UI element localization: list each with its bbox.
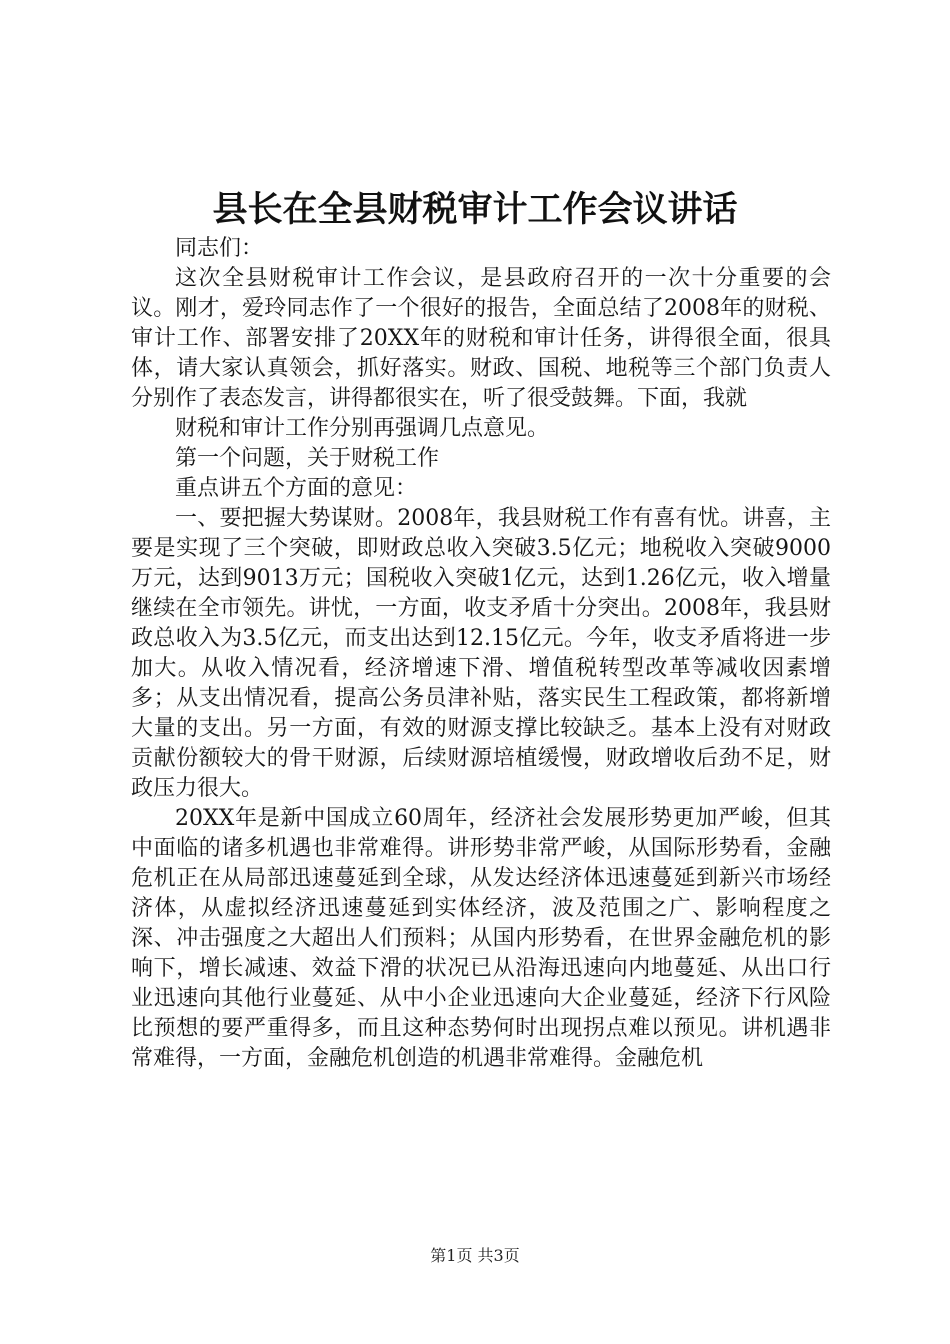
- paragraph-intro: 这次全县财税审计工作会议，是县政府召开的一次十分重要的会议。刚才，爱玲同志作了一个很好的报告，全面总结了2008年的财税、审计工作、部署安排了20XX年的财税和审计任务，讲得很全面，很具体，请大家认真领会，抓好落实。财政、国税、地税等三个部门负责人分别作了表态发言，讲得都很实在，听了很受鼓舞。下面，我就: [131, 266, 831, 411]
- page-footer: 第1页 共3页: [430, 1246, 520, 1265]
- paragraph-greeting: 同志们：: [175, 236, 264, 261]
- paragraph-intro-continued: 财税和审计工作分别再强调几点意见。: [175, 416, 550, 441]
- document-body: [131, 234, 831, 1074]
- paragraph-point-one: 一、要把握大势谋财。2008年，我县财税工作有喜有忧。讲喜，主要是实现了三个突破，即财政总收入突破3.5亿元；地税收入突破9000万元，达到9013万元；国税收入突破1亿元，达到1.26亿元，收入增量继续在全市领先。讲忧，一方面，收支矛盾十分突出。2008年，我县财政总收入为3.5亿元，而支出达到12.15亿元。今年，收支矛盾将进一步加大。从收入情况看，经济增速下滑、增值税转型改革等减收因素增多；从支出情况看，提高公务员津补贴，落实民生工程政策，都将新增大量的支出。另一方面，有效的财源支撑比较缺乏。基本上没有对财政贡献份额较大的骨干财源，后续财源培植缓慢，财政增收后劲不足，财政压力很大。: [131, 506, 831, 801]
- paragraph-situation: 20XX年是新中国成立60周年，经济社会发展形势更加严峻，但其中面临的诸多机遇也非常难得。讲形势非常严峻，从国际形势看，金融危机正在从局部迅速蔓延到全球，从发达经济体迅速蔓延到新兴市场经济体，从虚拟经济迅速蔓延到实体经济，波及范围之广、影响程度之深、冲击强度之大超出人们预料；从国内形势看，在世界金融危机的影响下，增长减速、效益下滑的状况已从沿海迅速向内地蔓延、从出口行业迅速向其他行业蔓延、从中小企业迅速向大企业蔓延，经济下行风险比预想的要严重得多，而且这种态势何时出现拐点难以预见。讲机遇非常难得，一方面，金融危机创造的机遇非常难得。金融危机: [131, 806, 831, 1071]
- paragraph-section-heading: 第一个问题，关于财税工作: [175, 446, 440, 471]
- paragraph-section-subheading: 重点讲五个方面的意见：: [175, 476, 418, 501]
- document-title: 县长在全县财税审计工作会议讲话: [212, 189, 738, 230]
